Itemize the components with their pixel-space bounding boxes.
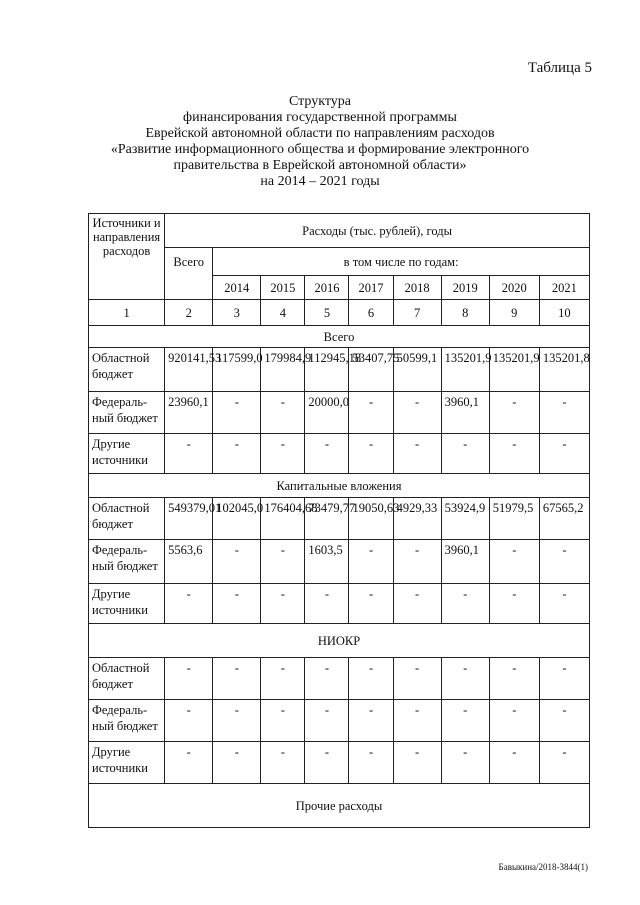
table-cell: - — [213, 540, 261, 584]
table-cell: - — [261, 540, 305, 584]
row-label: Областной бюджет — [89, 348, 165, 392]
table-cell: - — [305, 434, 349, 474]
table-cell: 23960,1 — [165, 392, 213, 434]
title-line: финансирования государственной программы — [183, 110, 457, 125]
row-label: Федераль-ный бюджет — [89, 700, 165, 742]
table-row — [89, 658, 590, 700]
table-cell: 73479,77 — [305, 498, 349, 540]
section-title: Прочие расходы — [89, 784, 590, 828]
table-cell: - — [489, 392, 539, 434]
table-cell: - — [489, 584, 539, 624]
table-cell: - — [539, 584, 589, 624]
table-cell: - — [261, 392, 305, 434]
table-cell: - — [539, 540, 589, 584]
table-cell: - — [349, 392, 393, 434]
column-number: 3 — [213, 300, 261, 326]
table-cell: 53924,9 — [441, 498, 489, 540]
table-cell: 135201,9 — [489, 348, 539, 392]
table-row — [89, 498, 590, 540]
table-cell: 5563,6 — [165, 540, 213, 584]
table-cell: - — [165, 700, 213, 742]
header-year: 2015 — [261, 276, 305, 300]
column-number: 1 — [89, 300, 165, 326]
table-cell: - — [165, 584, 213, 624]
table-cell: - — [441, 658, 489, 700]
table-cell: 1603,5 — [305, 540, 349, 584]
table-cell: 176404,68 — [261, 498, 305, 540]
table-cell: - — [213, 658, 261, 700]
table-body — [89, 214, 590, 828]
table-row — [89, 742, 590, 784]
title-line: правительства в Еврейской автономной области» — [173, 158, 467, 173]
table-cell: - — [213, 584, 261, 624]
table-cell: 67565,2 — [539, 498, 589, 540]
title-line: Структура — [288, 94, 352, 109]
table-cell: - — [539, 434, 589, 474]
table-cell: - — [489, 540, 539, 584]
title-line: «Развитие информационного общества и формирование электронного — [110, 142, 530, 157]
table-cell: - — [261, 658, 305, 700]
table-cell: - — [305, 700, 349, 742]
table-cell: - — [393, 700, 441, 742]
row-label: Федераль-ный бюджет — [89, 392, 165, 434]
table-cell: 19050,63 — [349, 498, 393, 540]
table-cell: - — [539, 742, 589, 784]
table-cell: - — [213, 700, 261, 742]
table-cell: - — [213, 742, 261, 784]
column-number: 8 — [441, 300, 489, 326]
table-cell: - — [393, 434, 441, 474]
table-cell: - — [441, 742, 489, 784]
header-year: 2014 — [213, 276, 261, 300]
table-row — [89, 348, 590, 392]
table-cell: - — [213, 434, 261, 474]
column-number: 2 — [165, 300, 213, 326]
section-title: НИОКР — [89, 624, 590, 658]
row-label: Федераль-ный бюджет — [89, 540, 165, 584]
header-source: Источники и направления расходов — [89, 214, 165, 300]
column-number: 4 — [261, 300, 305, 326]
table-row — [89, 434, 590, 474]
column-number: 7 — [393, 300, 441, 326]
table-cell: - — [165, 742, 213, 784]
table-cell: - — [165, 434, 213, 474]
financing-table — [88, 213, 590, 828]
table-cell: - — [349, 540, 393, 584]
row-label: Другие источники — [89, 434, 165, 474]
column-number: 10 — [539, 300, 589, 326]
header-year: 2017 — [349, 276, 393, 300]
row-label: Другие источники — [89, 584, 165, 624]
table-cell: - — [441, 434, 489, 474]
column-number: 9 — [489, 300, 539, 326]
header-year: 2021 — [539, 276, 589, 300]
section-title: Капитальные вложения — [89, 474, 590, 498]
table-row — [89, 540, 590, 584]
table-cell: - — [261, 434, 305, 474]
table-cell: - — [441, 584, 489, 624]
table-cell: - — [441, 700, 489, 742]
table-cell: 135201,9 — [441, 348, 489, 392]
header-by-years: в том числе по годам: — [213, 248, 590, 276]
table-cell: - — [305, 584, 349, 624]
table-cell: 3960,1 — [441, 540, 489, 584]
document-title — [60, 94, 580, 190]
table-cell: - — [305, 658, 349, 700]
table-cell: - — [305, 742, 349, 784]
footer-code: Бавыкина/2018-3844(1) — [498, 862, 588, 872]
section-title: Всего — [89, 326, 590, 348]
table-cell: - — [489, 658, 539, 700]
header-year: 2019 — [441, 276, 489, 300]
table-cell: 112945,18 — [305, 348, 349, 392]
table-cell: - — [489, 742, 539, 784]
table-cell: - — [261, 700, 305, 742]
table-cell: - — [393, 658, 441, 700]
header-year: 2018 — [393, 276, 441, 300]
table-cell: - — [261, 742, 305, 784]
table-cell: - — [261, 584, 305, 624]
table-cell: 102045,0 — [213, 498, 261, 540]
table-cell: - — [349, 434, 393, 474]
column-number: 6 — [349, 300, 393, 326]
table-row — [89, 584, 590, 624]
header-expenses: Расходы (тыс. рублей), годы — [165, 214, 590, 248]
header-year: 2016 — [305, 276, 349, 300]
table-cell: - — [539, 392, 589, 434]
table-cell: 135201,8 — [539, 348, 589, 392]
table-cell: 549379,01 — [165, 498, 213, 540]
header-total: Всего — [165, 248, 213, 300]
table-cell: - — [393, 584, 441, 624]
table-cell: - — [349, 700, 393, 742]
table-cell: - — [539, 658, 589, 700]
column-number: 5 — [305, 300, 349, 326]
row-label: Другие источники — [89, 742, 165, 784]
table-cell: 53407,75 — [349, 348, 393, 392]
table-cell: 51979,5 — [489, 498, 539, 540]
title-line: на 2014 – 2021 годы — [260, 174, 380, 189]
table-cell: 179984,9 — [261, 348, 305, 392]
table-cell: - — [213, 392, 261, 434]
table-cell: - — [539, 700, 589, 742]
table-row — [89, 392, 590, 434]
table-number-label: Таблица 5 — [527, 60, 592, 76]
table-cell: - — [393, 392, 441, 434]
title-line: Еврейской автономной области по направлениям расходов — [145, 126, 495, 141]
table-cell: - — [349, 742, 393, 784]
row-label: Областной бюджет — [89, 658, 165, 700]
row-label: Областной бюджет — [89, 498, 165, 540]
table-cell: 117599,0 — [213, 348, 261, 392]
table-cell: 4929,33 — [393, 498, 441, 540]
table-cell: 50599,1 — [393, 348, 441, 392]
table-cell: 20000,0 — [305, 392, 349, 434]
table-cell: - — [489, 434, 539, 474]
table-cell: 920141,53 — [165, 348, 213, 392]
table-cell: - — [393, 742, 441, 784]
header-year: 2020 — [489, 276, 539, 300]
table-cell: - — [349, 658, 393, 700]
table-cell: - — [165, 658, 213, 700]
table-cell: - — [489, 700, 539, 742]
table-cell: 3960,1 — [441, 392, 489, 434]
table-cell: - — [393, 540, 441, 584]
table-row — [89, 700, 590, 742]
table-cell: - — [349, 584, 393, 624]
